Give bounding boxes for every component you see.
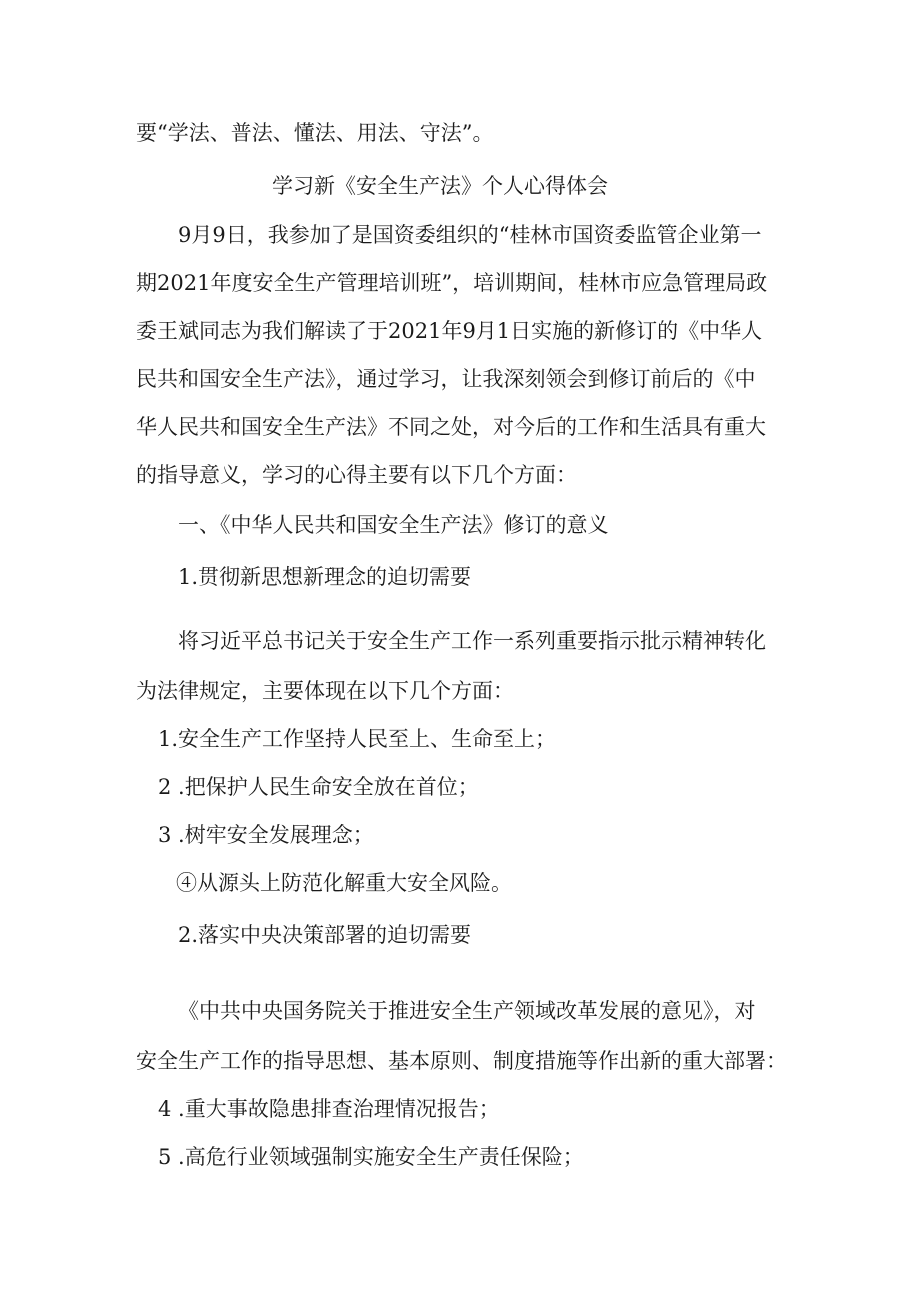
- text-line: 民共和国安全生产法》，通过学习，让我深刻领会到修订前后的《中: [136, 367, 756, 391]
- text-line: 安全生产工作的指导思想、基本原则、制度措施等作出新的重大部署：: [136, 1049, 787, 1073]
- section-heading: 一、《中华人民共和国安全生产法》修订的意义: [178, 513, 609, 537]
- text-line: 期2021年度安全生产管理培训班”，培训期间，桂林市应急管理局政: [136, 271, 768, 295]
- text-line: 的指导意义，学习的心得主要有以下几个方面：: [136, 463, 577, 487]
- list-item: 3 .树牢安全发展理念；: [158, 823, 374, 847]
- text-line: 委王斌同志为我们解读了于2021年9月1日实施的新修订的《中华人: [136, 319, 763, 343]
- text-line: 将习近平总书记关于安全生产工作一系列重要指示批示精神转化: [178, 629, 766, 653]
- text-line: 华人民共和国安全生产法》不同之处，对今后的工作和生活具有重大: [136, 415, 766, 439]
- subsection-heading: 2.落实中央决策部署的迫切需要: [178, 923, 472, 947]
- list-item: 5 .高危行业领域强制实施安全生产责任保险；: [158, 1145, 584, 1169]
- text-line: 为法律规定，主要体现在以下几个方面：: [136, 679, 514, 703]
- document-title: 学习新《安全生产法》个人心得体会: [272, 174, 608, 198]
- list-item: ④从源头上防范化解重大安全风险。: [176, 871, 512, 895]
- subsection-heading: 1.贯彻新思想新理念的迫切需要: [178, 565, 472, 589]
- text-line: 要“学法、普法、懂法、用法、守法”。: [136, 121, 494, 145]
- text-line: 《中共中央国务院关于推进安全生产领域改革发展的意见》，对: [178, 999, 756, 1023]
- text-line: 9月9日，我参加了是国资委组织的“桂林市国资委监管企业第一: [178, 223, 762, 247]
- list-item: 2 .把保护人民生命安全放在首位；: [158, 775, 479, 799]
- list-item: 4 .重大事故隐患排查治理情况报告；: [158, 1097, 500, 1121]
- list-item: 1.安全生产工作坚持人民至上、生命至上；: [158, 727, 557, 751]
